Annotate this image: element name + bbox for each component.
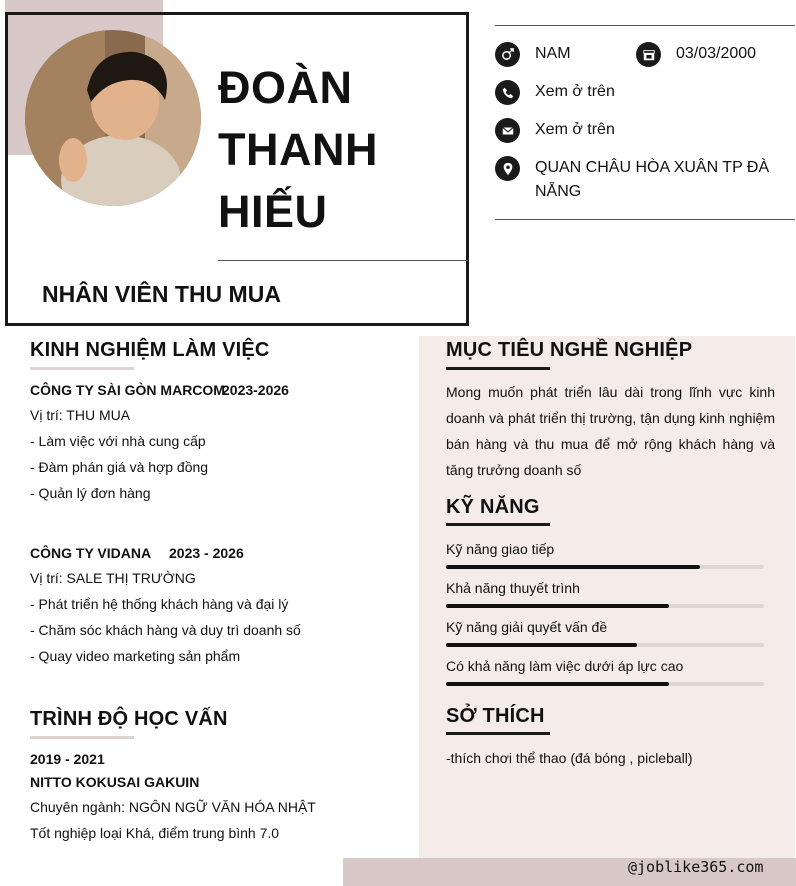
- contact-address: [495, 156, 785, 204]
- phone-value: Xem ở trên: [535, 83, 615, 100]
- divider: [218, 260, 468, 261]
- gender-icon: [495, 42, 520, 67]
- name-line-2: THANH: [218, 124, 378, 175]
- job-title: NHÂN VIÊN THU MUA: [42, 281, 281, 307]
- hobbies-title: SỞ THÍCH: [446, 705, 545, 727]
- name-line-1: ĐOÀN: [218, 62, 353, 113]
- job-2-duty: - Quay video marketing sản phẩm: [30, 648, 241, 664]
- skill-item: [446, 579, 764, 608]
- job-1-position: Vị trí: THU MUA: [30, 407, 131, 423]
- skill-bar-track: [446, 565, 764, 569]
- job-1-period: 2023-2026: [222, 382, 289, 398]
- skill-label: Kỹ năng giải quyết vấn đề: [446, 619, 608, 635]
- education-title: TRÌNH ĐỘ HỌC VẤN: [30, 708, 228, 730]
- contact-email: [495, 118, 615, 143]
- contact-gender: [495, 42, 571, 67]
- calendar-icon: [636, 42, 661, 67]
- skill-item: [446, 657, 764, 686]
- name-line-3: HIẾU: [218, 186, 328, 237]
- skill-bar-track: [446, 682, 764, 686]
- skills-title: KỸ NĂNG: [446, 496, 540, 518]
- watermark: @joblike365.com: [628, 858, 764, 876]
- full-name: [218, 57, 378, 243]
- email-value: Xem ở trên: [535, 121, 615, 138]
- objective-text: Mong muốn phát triển lâu dài trong lĩnh vực kinh doanh và phát triển thị trường, tận dụng kinh nghiệm bán hàng và thu mua để mở rộng khách hàng và tăng trưởng doanh số: [446, 384, 775, 478]
- section-underline: [446, 523, 550, 526]
- skill-bar-track: [446, 604, 764, 608]
- header-card: [5, 12, 469, 326]
- skill-bar-fill: [446, 565, 700, 569]
- skill-bar-fill: [446, 604, 669, 608]
- job-1-company: CÔNG TY SÀI GÒN MARCOM: [30, 382, 225, 398]
- objective-title: MỤC TIÊU NGHỀ NGHIỆP: [446, 339, 693, 361]
- skill-bar-track: [446, 643, 764, 647]
- avatar: [25, 30, 201, 206]
- contact-phone: [495, 80, 615, 105]
- education-result: Tốt nghiệp loại Khá, điểm trung bình 7.0: [30, 825, 280, 841]
- job-2-company: CÔNG TY VIDANA: [30, 545, 152, 561]
- gender-value: NAM: [535, 45, 571, 62]
- phone-icon: [495, 80, 520, 105]
- job-2-period: 2023 - 2026: [169, 545, 244, 561]
- section-underline: [446, 367, 550, 370]
- job-1-duty: - Làm việc với nhà cung cấp: [30, 433, 206, 449]
- birthdate-value: 03/03/2000: [676, 45, 757, 62]
- skill-item: [446, 540, 764, 569]
- location-pin-icon: [495, 156, 520, 181]
- job-1-duty: - Quản lý đơn hàng: [30, 485, 151, 501]
- education-period: 2019 - 2021: [30, 751, 105, 767]
- contact-divider-top: [495, 25, 795, 26]
- skill-item: [446, 618, 764, 647]
- contact-divider-bottom: [495, 219, 795, 220]
- skill-bar-fill: [446, 682, 669, 686]
- job-1-duty: - Đàm phán giá và hợp đồng: [30, 459, 209, 475]
- skill-label: Khả năng thuyết trình: [446, 580, 580, 596]
- experience-title: KINH NGHIỆM LÀM VIỆC: [30, 339, 270, 361]
- hobbies-text: -thích chơi thể thao (đá bóng , picleball): [446, 750, 693, 766]
- education-major: Chuyên ngành: NGÔN NGỮ VĂN HÓA NHẬT: [30, 799, 316, 815]
- contact-birthdate: [636, 42, 756, 67]
- envelope-icon: [495, 118, 520, 143]
- education-school: NITTO KOKUSAI GAKUIN: [30, 774, 200, 790]
- job-2-duty: - Chăm sóc khách hàng và duy trì doanh số: [30, 622, 301, 638]
- section-underline: [30, 367, 134, 370]
- address-value: QUAN CHÂU HÒA XUÂN TP ĐÀ NẴNG: [535, 159, 770, 200]
- job-2-position: Vị trí: SALE THỊ TRƯỜNG: [30, 570, 196, 586]
- section-underline: [30, 736, 134, 739]
- section-underline: [446, 732, 550, 735]
- skill-bar-fill: [446, 643, 637, 647]
- job-2-duty: - Phát triển hệ thống khách hàng và đại lý: [30, 596, 289, 612]
- skill-label: Có khả năng làm việc dưới áp lực cao: [446, 658, 684, 674]
- skill-label: Kỹ năng giao tiếp: [446, 541, 555, 557]
